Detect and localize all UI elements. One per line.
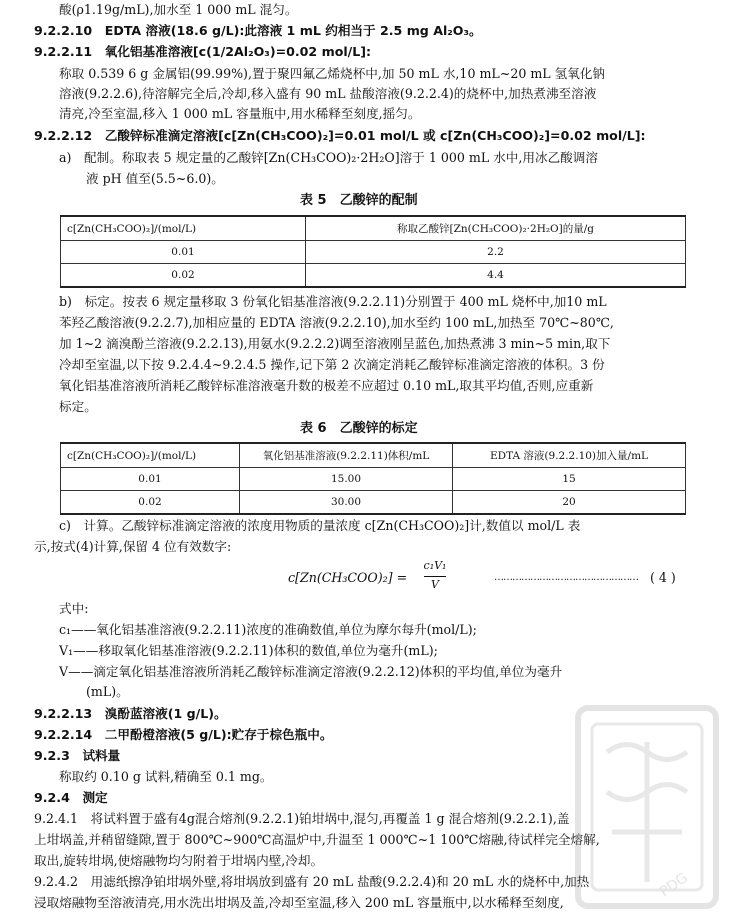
text-line: 溶液(9.2.2.6),待溶解完全后,冷却,移入盛有 90 mL 盐酸溶液(9.2.2.4)的烧杯中,加热煮沸至溶液 xyxy=(59,86,597,101)
item-c: c) 计算。乙酸锌标准滴定溶液的浓度用物质的量浓度 c[Zn(CH₃COO)₂]计,数值以 mol/L 表 xyxy=(59,518,581,533)
table-cell: 0.02 xyxy=(61,491,240,515)
text-line: (mL)。 xyxy=(86,684,129,699)
table-cell: 20 xyxy=(453,491,686,515)
variable-def: V——滴定氧化铝基准溶液所消耗乙酸锌标准滴定溶液(9.2.2.12)体积的平均值,单位为毫升 xyxy=(59,664,563,679)
text-line: 清亮,冷至室温,移入 1 000 mL 容量瓶中,用水稀释至刻度,摇匀。 xyxy=(59,106,421,121)
table-header-cell: 称取乙酸锌[Zn(CH₃COO)₂·2H₂O]的量/g xyxy=(306,216,686,241)
table5-caption: 表 5 乙酸锌的配制 xyxy=(300,193,418,208)
formula-lhs: c[Zn(CH₃COO)₂] = xyxy=(288,570,408,585)
variable-def: V₁——移取氧化铝基准溶液(9.2.2.11)体积的数值,单位为毫升(mL); xyxy=(59,643,438,658)
table-cell: 2.2 xyxy=(306,241,686,264)
text-line: 酸(ρ1.19g/mL),加水至 1 000 mL 混匀。 xyxy=(59,2,298,17)
table-header-cell: 氧化铝基准溶液(9.2.2.11)体积/mL xyxy=(240,443,453,468)
table-row xyxy=(61,241,686,264)
where-label: 式中: xyxy=(59,601,89,616)
watermark-text: PDG xyxy=(657,869,691,901)
text-line: 示,按式(4)计算,保留 4 位有效数字: xyxy=(34,539,232,554)
table-header-cell: EDTA 溶液(9.2.2.10)加入量/mL xyxy=(453,443,686,468)
text-line: 标定。 xyxy=(59,399,97,414)
table-cell: 15.00 xyxy=(240,468,453,491)
clause-9-2-2-12: 9.2.2.12 乙酸锌标准滴定溶液[c[Zn(CH₃COO)₂]=0.01 mol/L 或 c[Zn(CH₃COO)₂]=0.02 mol/L]: xyxy=(34,128,646,143)
formula-leader: ………………………………………… xyxy=(494,572,638,583)
table-header-cell: c[Zn(CH₃COO)₂]/(mol/L) xyxy=(61,216,306,241)
text-line: 加 1~2 滴溴酚兰溶液(9.2.2.13),用氨水(9.2.2.2)调至溶液刚呈蓝色,加热煮沸 3 min~5 min,取下 xyxy=(59,336,611,351)
table5 xyxy=(60,215,686,288)
text-line: 冷却至室温,以下按 9.2.4.4~9.2.4.5 操作,记下第 2 次滴定消耗乙酸锌标准滴定溶液的体积。3 份 xyxy=(59,357,605,372)
table-row xyxy=(61,264,686,288)
item-a: a) 配制。称取表 5 规定量的乙酸锌[Zn(CH₃COO)₂·2H₂O]溶于 1 000 mL 水中,用冰乙酸调溶 xyxy=(59,150,598,165)
table-cell: 0.02 xyxy=(61,264,306,288)
table-cell: 0.01 xyxy=(61,468,240,491)
table6 xyxy=(60,442,686,515)
clause-9-2-2-13: 9.2.2.13 溴酚蓝溶液(1 g/L)。 xyxy=(34,706,227,721)
table-cell: 30.00 xyxy=(240,491,453,515)
clause-9-2-2-10: 9.2.2.10 EDTA 溶液(18.6 g/L):此溶液 1 mL 约相当于 2.5 mg Al₂O₃。 xyxy=(34,23,482,38)
table-row xyxy=(61,468,686,491)
text-line: 氧化铝基准溶液所消耗乙酸锌标准溶液毫升数的极差不应超过 0.10 mL,取其平均值,否则,应重新 xyxy=(59,378,594,393)
text-line: 称取约 0.10 g 试料,精确至 0.1 mg。 xyxy=(59,769,273,784)
table-cell: 4.4 xyxy=(306,264,686,288)
variable-def: c₁——氧化铝基准溶液(9.2.2.11)浓度的准确数值,单位为摩尔每升(mol/L); xyxy=(59,622,477,637)
table6-caption: 表 6 乙酸锌的标定 xyxy=(300,421,418,436)
text-line: 称取 0.539 6 g 金属铝(99.99%),置于聚四氟乙烯烧杯中,加 50 mL 水,10 mL~20 mL 氢氧化钠 xyxy=(59,66,606,81)
table-header-cell: c[Zn(CH₃COO)₂]/(mol/L) xyxy=(61,443,240,468)
text-line: 液 pH 值至(5.5~6.0)。 xyxy=(86,171,224,186)
text-line: 浸取熔融物至溶液清亮,用水洗出坩埚及盖,冷却至室温,移入 200 mL 容量瓶中,以水稀释至刻度, xyxy=(34,895,564,910)
table-cell: 15 xyxy=(453,468,686,491)
seal-watermark xyxy=(572,702,722,912)
formula-denominator: V xyxy=(431,578,439,591)
clause-9-2-2-14: 9.2.2.14 二甲酚橙溶液(5 g/L):贮存于棕色瓶中。 xyxy=(34,727,333,742)
heading-9-2-4: 9.2.4 测定 xyxy=(34,790,108,805)
item-b: b) 标定。按表 6 规定量移取 3 份氧化铝基准溶液(9.2.2.11)分别置于 400 mL 烧杯中,加10 mL xyxy=(59,294,607,309)
text-line: 苯羟乙酸溶液(9.2.2.7),加相应量的 EDTA 溶液(9.2.2.10),加水至约 100 mL,加热至 70℃~80℃, xyxy=(59,315,614,330)
clause-9-2-4-2: 9.2.4.2 用滤纸擦净铂坩埚外壁,将坩埚放到盛有 20 mL 盐酸(9.2.2.4)和 20 mL 水的烧杯中,加热 xyxy=(34,874,590,889)
formula-number: ( 4 ) xyxy=(650,570,676,585)
table-cell: 0.01 xyxy=(61,241,306,264)
clause-9-2-4-1: 9.2.4.1 将试料置于盛有4g混合熔剂(9.2.2.1)铂坩埚中,混匀,再覆盖 1 g 混合熔剂(9.2.2.1),盖 xyxy=(34,811,570,826)
clause-9-2-2-11: 9.2.2.11 氧化铝基准溶液[c(1/2Al₂O₃)=0.02 mol/L]: xyxy=(34,44,372,59)
text-line: 取出,旋转坩埚,使熔融物均匀附着于坩埚内壁,冷却。 xyxy=(34,853,324,868)
heading-9-2-3: 9.2.3 试料量 xyxy=(34,748,121,763)
text-line: 上坩埚盖,并稍留缝隙,置于 800℃~900℃高温炉中,升温至 1 000℃~1 100℃熔融,待试样完全熔解, xyxy=(34,832,600,847)
fraction-bar xyxy=(424,576,446,577)
table-row xyxy=(61,491,686,515)
formula-numerator: c₁V₁ xyxy=(423,559,447,572)
